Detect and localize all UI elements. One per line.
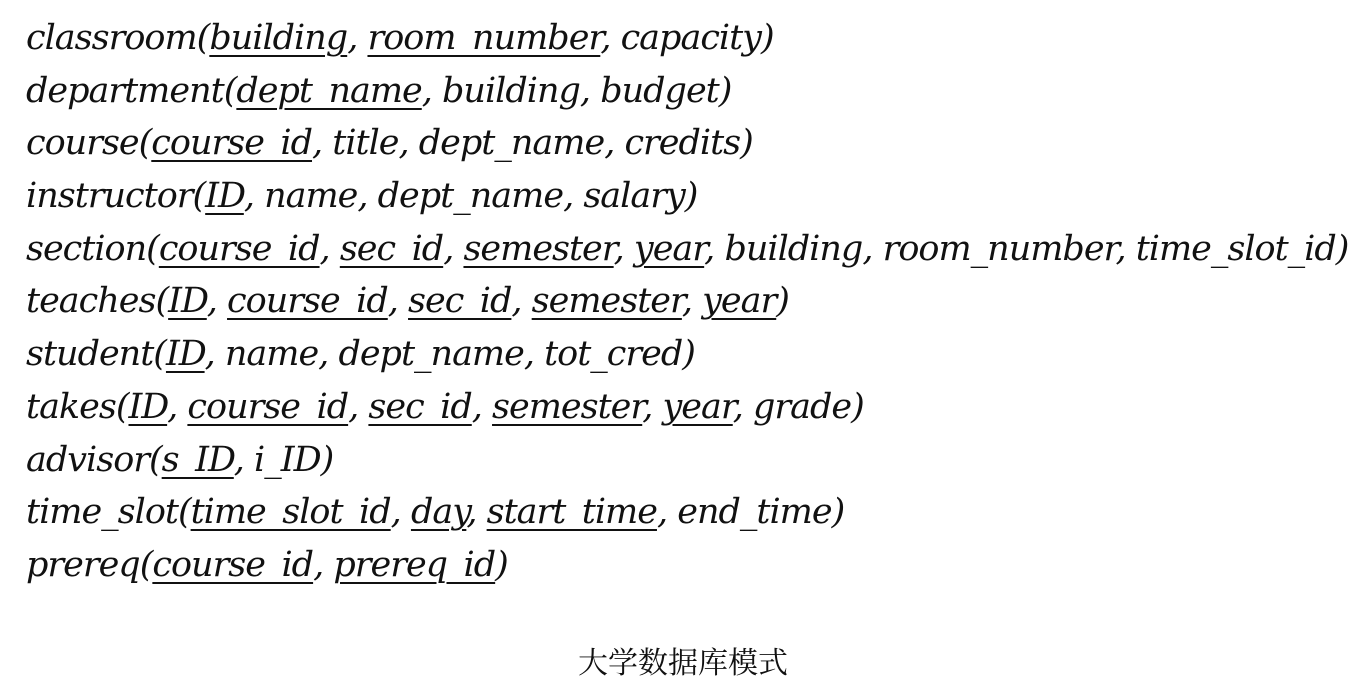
primary-key-attribute: semester: [463, 228, 614, 269]
schema-instructor: instructor(ID, name, dept_name, salary): [26, 176, 698, 217]
primary-key-attribute: course_id: [227, 281, 388, 322]
primary-key-attribute: ID: [165, 334, 205, 375]
attribute: dept_name: [418, 123, 605, 164]
schema-prereq: prereq(course_id, prereq_id): [26, 544, 508, 585]
relation-name: time_slot: [26, 492, 178, 533]
relation-name: department: [26, 70, 224, 111]
schema-advisor: advisor(s_ID, i_ID): [26, 439, 334, 480]
relation-name: advisor: [26, 439, 150, 480]
attribute: room_number: [882, 228, 1116, 269]
primary-key-attribute: course_id: [152, 544, 314, 585]
primary-key-attribute: ID: [205, 176, 244, 217]
attribute: time_slot_id: [1135, 228, 1336, 269]
primary-key-attribute: year: [662, 386, 733, 427]
figure-caption: 大学数据库模式: [578, 646, 788, 681]
attribute: tot_cred: [544, 334, 683, 375]
attribute: budget: [600, 70, 719, 111]
relation-name: teaches: [26, 281, 156, 322]
primary-key-attribute: sec_id: [339, 228, 444, 269]
primary-key-attribute: start_time: [486, 492, 657, 533]
relation-name: classroom: [26, 18, 197, 58]
relation-name: prereq: [26, 544, 140, 585]
attribute: building: [724, 228, 863, 269]
attribute: name: [264, 176, 358, 217]
primary-key-attribute: year: [702, 281, 777, 322]
attribute: credits: [624, 123, 741, 164]
schema-department: department(dept_name, building, budget): [26, 70, 732, 111]
schema-takes: takes(ID, course_id, sec_id, semester, year, grade): [26, 386, 864, 427]
primary-key-attribute: course_id: [158, 228, 320, 269]
primary-key-attribute: course_id: [187, 386, 349, 427]
attribute: grade: [753, 386, 852, 427]
primary-key-attribute: semester: [531, 281, 682, 322]
relation-name: takes: [26, 386, 116, 427]
attribute: dept_name: [338, 334, 524, 375]
schema-teaches: teaches(ID, course_id, sec_id, semester, year): [26, 281, 789, 322]
schema-time_slot: time_slot(time_slot_id, day, start_time, end_time): [26, 492, 845, 533]
primary-key-attribute: year: [633, 228, 705, 269]
schema-course: course(course_id, title, dept_name, credits): [26, 123, 753, 164]
schema-section: section(course_id, sec_id, semester, year, building, room_number, time_slot_id): [26, 228, 1349, 269]
primary-key-attribute: sec_id: [408, 281, 512, 322]
attribute: salary: [583, 176, 685, 217]
attribute: capacity: [620, 18, 761, 58]
primary-key-attribute: dept_name: [236, 70, 422, 111]
primary-key-attribute: sec_id: [368, 386, 472, 427]
primary-key-attribute: day: [410, 492, 467, 533]
primary-key-attribute: s_ID: [161, 439, 234, 480]
primary-key-attribute: time_slot_id: [190, 492, 391, 533]
primary-key-attribute: ID: [128, 386, 168, 427]
attribute: name: [224, 334, 319, 375]
attribute: title: [332, 123, 399, 164]
relation-name: section: [26, 228, 147, 269]
attribute: dept_name: [377, 176, 564, 217]
attribute: end_time: [677, 492, 832, 533]
relation-name: student: [26, 334, 154, 375]
attribute: i_ID: [254, 439, 321, 480]
relation-schema-list: [26, 12, 1362, 592]
primary-key-attribute: room_number: [367, 18, 601, 58]
primary-key-attribute: ID: [168, 281, 207, 322]
primary-key-attribute: course_id: [151, 123, 313, 164]
relation-name: instructor: [26, 176, 193, 217]
schema-student: student(ID, name, dept_name, tot_cred): [26, 334, 695, 375]
relation-name: course: [26, 123, 139, 164]
schema-classroom: classroom(building, room_number, capacity): [26, 18, 774, 58]
attribute: building: [442, 70, 580, 111]
primary-key-attribute: semester: [492, 386, 643, 427]
primary-key-attribute: building: [209, 18, 348, 58]
primary-key-attribute: prereq_id: [333, 544, 496, 585]
